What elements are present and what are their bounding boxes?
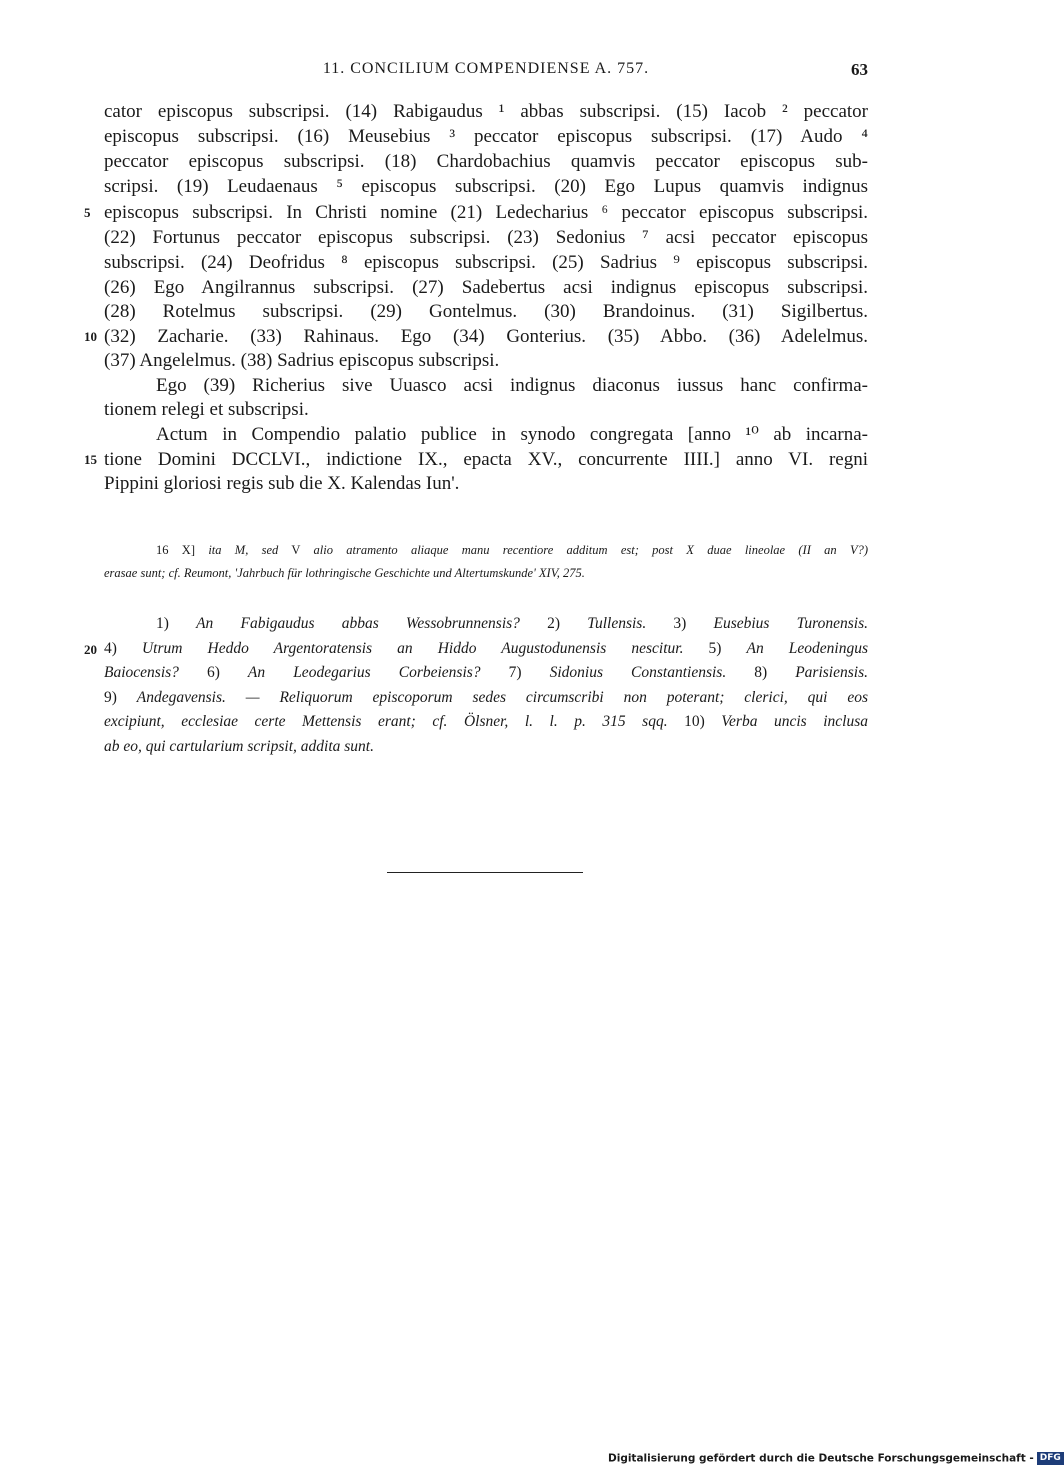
footer-credit [608, 1452, 1061, 1468]
crit-italic: erasae sunt; cf. Reumont, 'Jahrbuch für lothringische Geschichte und Altertumskunde' XIV, 275. [104, 566, 585, 580]
footnote-marker: 6) [178, 664, 248, 681]
footnote-italic-text: An Leodeningus [746, 640, 868, 657]
footnote-italic-text: An Fabigaudus abbas Wessobrunnensis? [196, 615, 520, 632]
footnote-line [104, 735, 868, 759]
body-line: tionem relegi et subscripsi. [104, 399, 309, 420]
body-line: (26) Ego Angilrannus subscripsi. (27) Sadebertus acsi indignus episcopus subscripsi. [104, 277, 868, 298]
line-number: 20 [84, 642, 97, 657]
footnote-marker: 4) [104, 640, 142, 657]
footnote-marker: 1) [156, 615, 197, 632]
line-number: 15 [84, 452, 97, 467]
running-title: 11. CONCILIUM COMPENDIENSE A. 757. [322, 60, 650, 77]
footnote-marker: 8) [726, 664, 796, 681]
footnote-marker: 10) [667, 713, 722, 730]
footnote-italic-text: Utrum Heddo Argentoratensis an Hiddo Augustodunensis nescitur. [141, 640, 684, 657]
body-line: subscripsi. (24) Deofridus ⁸ episcopus subscripsi. (25) Sadrius ⁹ episcopus subscripsi. [104, 252, 868, 273]
footnote-italic-text: An Leodegarius Corbeiensis? [247, 664, 481, 681]
footnote-italic-text: ab eo, qui cartularium scripsit, addita sunt. [104, 738, 374, 755]
page-number: 63 [851, 60, 868, 79]
footnote-italic-text: Sidonius Constantiensis. [549, 664, 727, 681]
footnote-line [104, 612, 868, 636]
page-header [104, 60, 868, 84]
end-rule [387, 872, 583, 873]
footnote-line [104, 686, 868, 710]
footnote-marker: 7) [480, 664, 550, 681]
body-line: (22) Fortunus peccator episcopus subscripsi. (23) Sedonius ⁷ acsi peccator episcopus [104, 227, 868, 248]
footnote-line [104, 661, 868, 685]
crit-italic: ita M, sed [208, 543, 279, 557]
body-line: cator episcopus subscripsi. (14) Rabigaudus ¹ abbas subscripsi. (15) Iacob ² peccator [104, 101, 868, 122]
footnote-italic-text: Tullensis. [587, 615, 647, 632]
footer-text: Digitalisierung gefördert durch die Deutsche Forschungsgemeinschaft - [608, 1452, 1034, 1465]
footnote-italic-text: Eusebius Turonensis. [713, 615, 868, 632]
line-number: 5 [84, 205, 91, 220]
dfg-logo-icon: DFG [1037, 1452, 1064, 1465]
line-number: 10 [84, 329, 97, 344]
crit-italic: alio atramento aliaque manu recentiore additum est; post X duae lineolae (II an V?) [313, 543, 869, 557]
footnote-italic-text: Andegavensis. — Reliquorum episcoporum sedes circumscribi non poterant; clerici, qui eos [136, 689, 868, 706]
body-line: episcopus subscripsi. (16) Meusebius ³ peccator episcopus subscripsi. (17) Audo ⁴ [104, 126, 868, 147]
footnote-line [104, 637, 868, 661]
critical-apparatus-line [104, 538, 868, 562]
body-line: Ego (39) Richerius sive Uuasco acsi indignus diaconus iussus hanc confirma- [156, 375, 868, 396]
footnote-italic-text: Baiocensis? [104, 664, 179, 681]
body-line: tione Domini DCCLVI., indictione IX., epacta XV., concurrente IIII.] anno VI. regni [104, 449, 868, 470]
footnote-italic-text: Parisiensis. [795, 664, 868, 681]
footnote-marker: 5) [683, 640, 747, 657]
footnote-marker: 2) [519, 615, 588, 632]
body-line: Pippini gloriosi regis sub die X. Kalendas Iun'. [104, 473, 460, 494]
body-line: peccator episcopus subscripsi. (18) Chardobachius quamvis peccator episcopus sub- [104, 151, 868, 172]
body-line: (32) Zacharie. (33) Rahinaus. Ego (34) Gonterius. (35) Abbo. (36) Adelelmus. [104, 326, 868, 347]
crit-roman: V [291, 543, 301, 557]
footnote-italic-text: excipiunt, ecclesiae certe Mettensis erant; cf. Ölsner, l. l. p. 315 sqq. [104, 713, 668, 730]
footnote-marker: 3) [646, 615, 714, 632]
body-line: episcopus subscripsi. In Christi nomine (21) Ledecharius ⁶ peccator episcopus subscripsi. [104, 202, 868, 223]
footnote-marker: 9) [104, 689, 137, 706]
footnote-line [104, 710, 868, 734]
body-line: (37) Angelelmus. (38) Sadrius episcopus subscripsi. [104, 350, 500, 371]
body-line: (28) Rotelmus subscripsi. (29) Gontelmus. (30) Brandoinus. (31) Sigilbertus. [104, 301, 868, 322]
critical-apparatus-line [104, 561, 868, 585]
crit-lead: 16 X] [156, 543, 195, 557]
body-line: scripsi. (19) Leudaenaus ⁵ episcopus subscripsi. (20) Ego Lupus quamvis indignus [104, 176, 868, 197]
body-line: Actum in Compendio palatio publice in synodo congregata [anno ¹⁰ ab incarna- [156, 424, 868, 445]
footnote-italic-text: Verba uncis inclusa [721, 713, 869, 730]
